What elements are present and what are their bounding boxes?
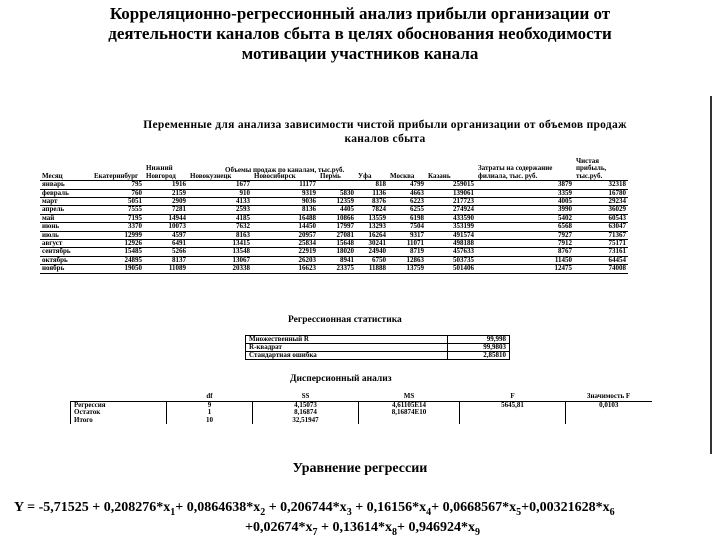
scan-title-line-1: Переменные для анализа зависимости чистой прибыли организации от объемов продаж [143,119,627,131]
slide-title [20,4,700,64]
table-cell: 5830 [318,189,356,197]
regression-stats-title: Регрессионная статистика [288,315,402,325]
column-header: Чистая прибыль, тыс.руб. [576,157,607,180]
table-cell [566,417,652,425]
table-cell: 8,16874E10 [359,409,460,417]
equation-line-2-text: $+0,02674*x_7 + 0,13614*x_8+ 0,946924*x_9$ [245,520,480,538]
title-line-1: Корреляционно-регрессионный анализ прибыли организации от [109,4,611,23]
table-cell: 71367 [574,231,628,239]
column-header: Нижний Новгород [146,164,176,180]
table-cell: 23375 [318,265,356,273]
column-header: Пермь [320,171,341,180]
table-cell: 32,51947 [253,417,359,425]
table-cell: 60543 [574,214,628,222]
table-cell: 5266 [144,248,188,256]
table-cell: 6198 [388,214,426,222]
table-cell: 8163 [188,231,252,239]
table-cell: 3879 [476,181,574,189]
table-cell: 353199 [426,223,476,231]
table-cell: август [40,240,92,248]
table-cell: 15648 [318,240,356,248]
column-header: Значимость F [566,393,652,401]
table-cell: 2593 [188,206,252,214]
table-cell: 7632 [188,223,252,231]
table-row [40,181,628,189]
table-cell: Итого [71,417,167,425]
table-cell: 501406 [426,265,476,273]
table-cell: май [40,214,92,222]
table-cell: 7824 [356,206,388,214]
table-cell: 274924 [426,206,476,214]
table-cell: 12926 [92,240,144,248]
table-cell: 139061 [426,189,476,197]
table-cell: 12359 [318,198,356,206]
table-cell: 63047 [574,223,628,231]
table-cell: 12475 [476,265,574,273]
table-cell: 8719 [388,248,426,256]
regression-stats-table [245,335,510,360]
table-cell: 24940 [356,248,388,256]
table-cell: 7912 [476,240,574,248]
table-cell: 2159 [144,189,188,197]
table-cell: 3370 [92,223,144,231]
table-cell: 15485 [92,248,144,256]
table-cell: 17997 [318,223,356,231]
column-header: Месяц [42,171,63,180]
table-cell [318,181,356,189]
column-header: Екатеринбург [94,171,139,180]
table-cell: 11089 [144,265,188,273]
column-header [71,393,167,401]
table-cell: 11177 [252,181,318,189]
table-cell: 6750 [356,256,388,264]
table-cell: 4,15073 [253,401,359,409]
table-cell: 1916 [144,181,188,189]
table-cell: 6255 [388,206,426,214]
table-cell: 11071 [388,240,426,248]
table-cell: 13559 [356,214,388,222]
table-cell: март [40,198,92,206]
table-cell: 4663 [388,189,426,197]
table-row [246,352,510,360]
table-cell: 259015 [426,181,476,189]
table-cell: 795 [92,181,144,189]
table-cell: 4405 [318,206,356,214]
table-cell: июнь [40,223,92,231]
table-cell: 19050 [92,265,144,273]
table-row [40,223,628,231]
table-cell [359,417,460,425]
table-cell: 27081 [318,231,356,239]
table-cell: 1136 [356,189,388,197]
title-line-3: мотивации участников канала [241,44,479,63]
table-cell: 8,16874 [253,409,359,417]
equation-line-1-text: $Y = -5,71525 + 0,208276*x_1+ 0,0864638*x_2 + 0,206744*x_3 + 0,16156*x_4+ 0,0668567*x_5+0,00321628*x_6$ [14,500,615,518]
table-cell: Стандартная ошибка [246,352,448,360]
table-cell: 16780 [574,189,628,197]
equation-line-1 [14,500,615,518]
table-cell: 498188 [426,240,476,248]
table-cell: 491574 [426,231,476,239]
table-cell: октябрь [40,256,92,264]
table-cell: 5402 [476,214,574,222]
table-row [40,265,628,273]
table-cell: 7927 [476,231,574,239]
table-cell: 29234 [574,198,628,206]
table-cell [566,409,652,417]
table-cell: 818 [356,181,388,189]
table-cell: 6223 [388,198,426,206]
table-cell: 8136 [252,206,318,214]
table-cell: апрель [40,206,92,214]
table-cell: 4185 [188,214,252,222]
table-row [71,401,652,409]
table-cell: 20338 [188,265,252,273]
table-cell: 20957 [252,231,318,239]
column-header: SS [253,393,359,401]
table-cell: 8137 [144,256,188,264]
table-cell: 8941 [318,256,356,264]
group-header: Объемы продаж по каналам, тыс.руб. [225,166,345,174]
table-cell: 10866 [318,214,356,222]
table-cell: 6491 [144,240,188,248]
table-cell: 7555 [92,206,144,214]
table-cell: 8376 [356,198,388,206]
table-cell: 30241 [356,240,388,248]
table-cell: 12863 [388,256,426,264]
table-cell: 4799 [388,181,426,189]
table-cell: сентябрь [40,248,92,256]
table-cell: 9036 [252,198,318,206]
table-cell: 910 [188,189,252,197]
table-cell: 7195 [92,214,144,222]
column-header: F [460,393,566,401]
table-cell: 7281 [144,206,188,214]
table-cell: 4597 [144,231,188,239]
table-cell: Множественный R [246,336,448,344]
table-cell: 13067 [188,256,252,264]
table-cell: 1 [167,409,253,417]
table-cell: 22919 [252,248,318,256]
table-cell: январь [40,181,92,189]
table-cell: ноябрь [40,265,92,273]
table-cell: 5645,81 [460,401,566,409]
table-cell: 4133 [188,198,252,206]
column-header: Уфа [358,171,372,180]
table-cell: 503735 [426,256,476,264]
table-cell [460,409,566,417]
table-cell: 24895 [92,256,144,264]
table-row [71,393,652,401]
scanned-table-image [40,96,712,454]
table-cell: 11450 [476,256,574,264]
table-cell: 13759 [388,265,426,273]
title-line-2: деятельности каналов сбыта в целях обоснования необходимости [108,24,612,43]
column-header: Новокузнецк [190,171,232,180]
table-cell: 7504 [388,223,426,231]
table-row [71,417,652,425]
table-cell: 16264 [356,231,388,239]
table-cell: 2909 [144,198,188,206]
table-cell: 26203 [252,256,318,264]
equation-line-2 [245,520,480,538]
column-header: Затраты на содержание филиала, тыс. руб. [478,164,553,180]
equation-title: Уравнение регрессии [292,461,428,476]
table-cell: 36029 [574,206,628,214]
table-cell: 64454 [574,256,628,264]
table-cell: Регрессия [71,401,167,409]
table-cell: 25834 [252,240,318,248]
table-cell: 10 [167,417,253,425]
table-cell: Остаток [71,409,167,417]
table-cell: 1677 [188,181,252,189]
table-cell [460,417,566,425]
table-cell: 32318 [574,181,628,189]
table-cell: 217723 [426,198,476,206]
table-cell: 760 [92,189,144,197]
column-header: Казань [428,171,451,180]
table-row [71,409,652,417]
table-cell: 0,0103 [566,401,652,409]
table-cell: 433590 [426,214,476,222]
table-cell: 9317 [388,231,426,239]
table-cell: 10073 [144,223,188,231]
table-cell: 6568 [476,223,574,231]
table-cell: июль [40,231,92,239]
table-cell: 13548 [188,248,252,256]
table-cell: 2,85810 [448,352,510,360]
scan-title-line-2: каналов сбыта [344,133,426,145]
table-cell: 8767 [476,248,574,256]
table-cell: 3990 [476,206,574,214]
table-cell: 3359 [476,189,574,197]
table-cell: 13415 [188,240,252,248]
table-cell: 73161 [574,248,628,256]
table-cell: 4005 [476,198,574,206]
table-cell: 9 [167,401,253,409]
table-cell: 16623 [252,265,318,273]
table-cell: 14450 [252,223,318,231]
table-cell: 5051 [92,198,144,206]
table-cell: 99,9803 [448,344,510,352]
table-cell: 16488 [252,214,318,222]
table-cell: 12999 [92,231,144,239]
table-cell: 9319 [252,189,318,197]
column-header: Новосибирск [254,171,296,180]
table-cell: 457633 [426,248,476,256]
table-cell: 75171 [574,240,628,248]
anova-title: Дисперсионный анализ [290,374,392,384]
table-cell: 4,61105E14 [359,401,460,409]
scan-title [95,118,675,146]
variables-table [40,158,628,274]
table-cell: 99,998 [448,336,510,344]
column-header: MS [359,393,460,401]
table-row [246,336,510,344]
column-header: df [167,393,253,401]
column-header: Москва [390,171,415,180]
table-cell: 18020 [318,248,356,256]
table-cell: 11888 [356,265,388,273]
anova-table [70,393,652,424]
table-cell: февраль [40,189,92,197]
table-cell: R-квадрат [246,344,448,352]
table-cell: 13293 [356,223,388,231]
table-cell: 14944 [144,214,188,222]
table-cell: 74008 [574,265,628,273]
